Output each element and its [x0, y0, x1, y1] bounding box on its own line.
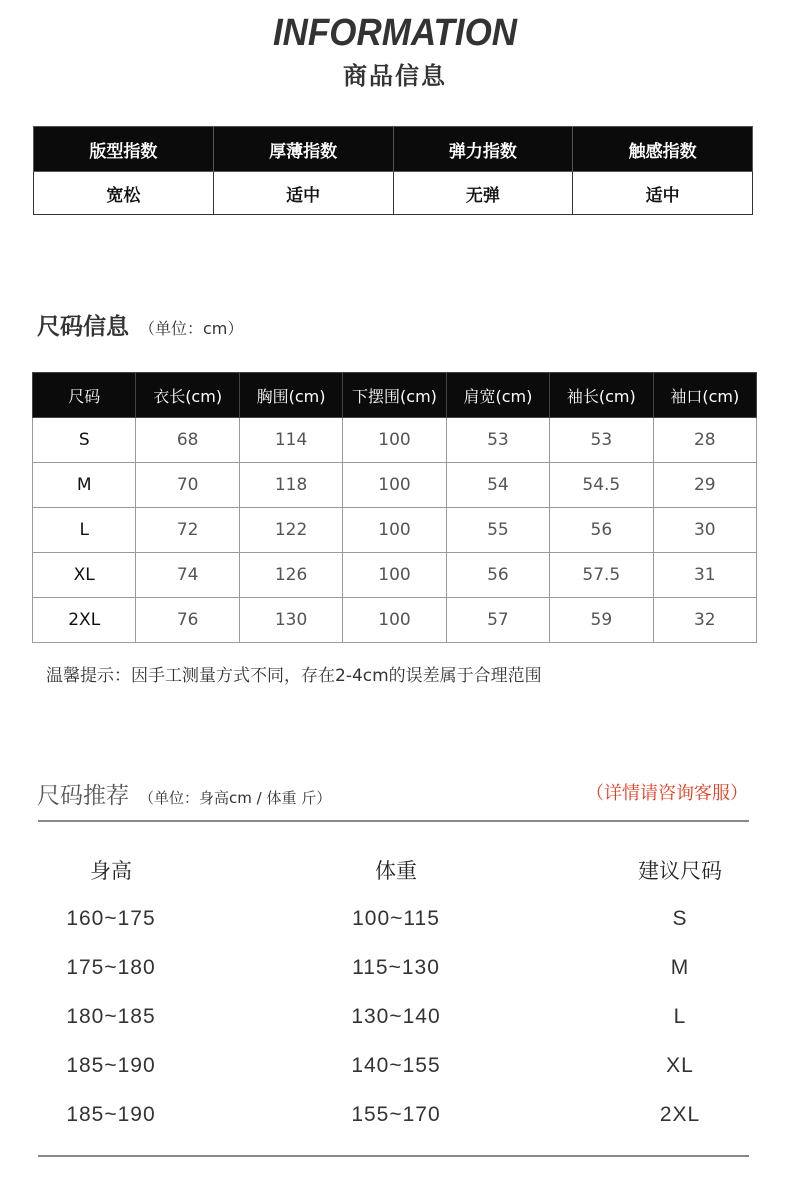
- index-header-row: [34, 127, 753, 172]
- size-cell: XL: [33, 553, 136, 598]
- suggested-size: S: [672, 907, 688, 930]
- size-table: [32, 372, 757, 643]
- size-cell: 59: [550, 598, 653, 643]
- index-value: 适中: [573, 172, 753, 215]
- recommend-header: 身高: [90, 859, 132, 883]
- size-header: 肩宽(cm): [446, 373, 549, 418]
- suggested-size: XL: [666, 1054, 694, 1077]
- size-cell: 55: [446, 508, 549, 553]
- index-table: [33, 126, 753, 215]
- suggested-size: 2XL: [659, 1103, 701, 1126]
- size-cell: 70: [136, 463, 239, 508]
- size-cell: M: [33, 463, 136, 508]
- size-cell: S: [33, 418, 136, 463]
- weight-range: 155~170: [351, 1103, 441, 1126]
- size-cell: 74: [136, 553, 239, 598]
- divider: [38, 1155, 749, 1157]
- size-cell: 31: [653, 553, 756, 598]
- list-item: [0, 956, 790, 996]
- height-range: 185~190: [66, 1103, 156, 1126]
- table-row: [33, 508, 757, 553]
- size-header: 衣长(cm): [136, 373, 239, 418]
- index-value: 适中: [213, 172, 393, 215]
- weight-range: 100~115: [352, 907, 440, 930]
- table-row: [33, 463, 757, 508]
- size-cell: 56: [446, 553, 549, 598]
- index-value-row: [34, 172, 753, 215]
- index-value: 无弹: [393, 172, 573, 215]
- suggested-size: L: [673, 1005, 687, 1028]
- size-header-row: [33, 373, 757, 418]
- table-row: [33, 553, 757, 598]
- size-section-unit: （单位：cm）: [139, 319, 244, 338]
- list-item: [0, 1103, 790, 1143]
- list-item: [0, 1054, 790, 1094]
- recommend-unit: （单位：身高cm / 体重 斤）: [139, 789, 332, 807]
- size-cell: 54.5: [550, 463, 653, 508]
- height-range: 185~190: [66, 1054, 156, 1077]
- table-row: [33, 418, 757, 463]
- size-cell: 122: [239, 508, 342, 553]
- recommend-header-row: [0, 855, 790, 895]
- size-cell: L: [33, 508, 136, 553]
- size-cell: 130: [239, 598, 342, 643]
- list-item: [0, 907, 790, 947]
- size-cell: 53: [550, 418, 653, 463]
- size-header: 袖长(cm): [550, 373, 653, 418]
- index-header: 版型指数: [34, 127, 214, 172]
- height-range: 180~185: [66, 1005, 156, 1028]
- size-cell: 114: [239, 418, 342, 463]
- page-title-en: INFORMATION: [272, 12, 518, 54]
- index-header: 厚薄指数: [213, 127, 393, 172]
- size-header: 袖口(cm): [653, 373, 756, 418]
- size-cell: 56: [550, 508, 653, 553]
- size-cell: 53: [446, 418, 549, 463]
- size-cell: 100: [343, 463, 446, 508]
- suggested-size: M: [670, 956, 690, 979]
- recommend-header: 建议尺码: [638, 859, 722, 883]
- size-header: 尺码: [33, 373, 136, 418]
- size-header: 胸围(cm): [239, 373, 342, 418]
- weight-range: 115~130: [352, 956, 440, 979]
- contact-service-note: （详情请咨询客服）: [586, 783, 748, 804]
- size-cell: 126: [239, 553, 342, 598]
- size-cell: 68: [136, 418, 239, 463]
- size-section-title: 尺码信息: [37, 314, 129, 340]
- size-cell: 100: [343, 508, 446, 553]
- size-cell: 30: [653, 508, 756, 553]
- divider: [38, 820, 749, 822]
- size-cell: 57.5: [550, 553, 653, 598]
- size-cell: 2XL: [33, 598, 136, 643]
- size-cell: 32: [653, 598, 756, 643]
- height-range: 160~175: [66, 907, 156, 930]
- size-cell: 28: [653, 418, 756, 463]
- size-header: 下摆围(cm): [343, 373, 446, 418]
- index-header: 弹力指数: [393, 127, 573, 172]
- list-item: [0, 1005, 790, 1045]
- index-value: 宽松: [34, 172, 214, 215]
- recommend-title: 尺码推荐: [37, 783, 129, 809]
- index-header: 触感指数: [573, 127, 753, 172]
- recommend-heading: [37, 777, 331, 810]
- size-cell: 100: [343, 553, 446, 598]
- size-cell: 118: [239, 463, 342, 508]
- measurement-tip: 温馨提示：因手工测量方式不同，存在2-4cm的误差属于合理范围: [46, 666, 542, 686]
- size-cell: 57: [446, 598, 549, 643]
- size-cell: 54: [446, 463, 549, 508]
- recommend-header: 体重: [375, 859, 417, 883]
- page-title-cn: 商品信息: [343, 62, 447, 90]
- size-cell: 100: [343, 418, 446, 463]
- table-row: [33, 598, 757, 643]
- size-section-heading: [37, 308, 243, 341]
- size-cell: 76: [136, 598, 239, 643]
- size-cell: 72: [136, 508, 239, 553]
- weight-range: 140~155: [351, 1054, 441, 1077]
- size-cell: 100: [343, 598, 446, 643]
- height-range: 175~180: [66, 956, 156, 979]
- weight-range: 130~140: [351, 1005, 441, 1028]
- size-cell: 29: [653, 463, 756, 508]
